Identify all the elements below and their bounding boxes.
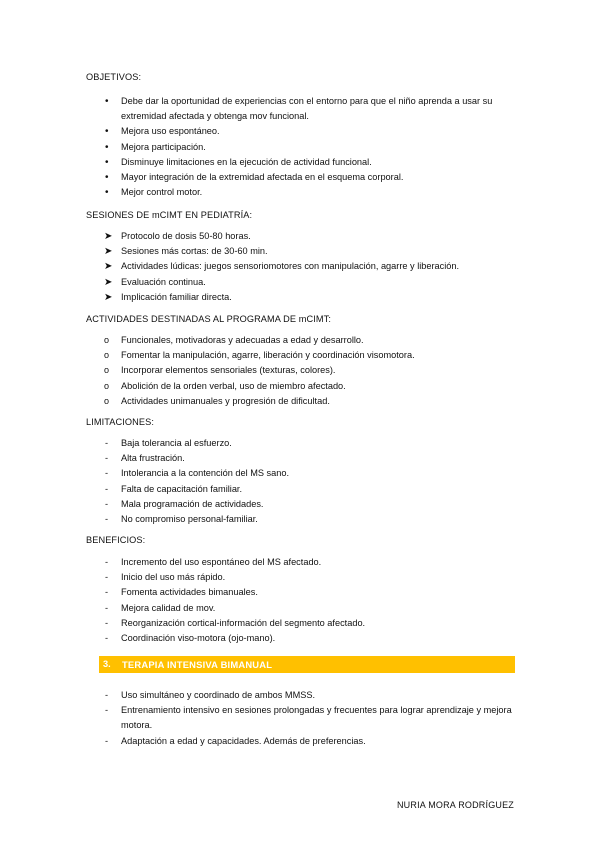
list-item-text: Coordinación viso-motora (ojo-mano).: [121, 633, 276, 644]
list-item: [86, 631, 516, 646]
dash-marker: -: [105, 483, 109, 494]
sesiones-list: [86, 229, 516, 305]
section-3-heading-bar: [99, 656, 515, 673]
list-item-text: Adaptación a edad y capacidades. Además de preferencias.: [121, 735, 366, 746]
list-item-text: Mejora uso espontáneo.: [121, 126, 220, 137]
arrow-marker-icon: ➤: [104, 276, 113, 288]
section-3-list: [86, 688, 516, 749]
objetivos-heading: OBJETIVOS:: [86, 72, 142, 82]
list-item-text: Mala programación de actividades.: [121, 498, 264, 509]
list-item: [86, 688, 516, 703]
dash-marker: -: [105, 617, 109, 628]
dash-marker: -: [105, 557, 109, 567]
list-item-text: Disminuye limitaciones en la ejecución de actividad funcional.: [121, 156, 372, 167]
sesiones-heading: SESIONES DE mCIMT EN PEDIATRÍA:: [86, 210, 253, 220]
list-item: [86, 570, 516, 585]
list-item-text: Protocolo de dosis 50-80 horas.: [121, 231, 251, 241]
dash-marker: -: [105, 498, 109, 509]
list-item-text: Intolerancia a la contención del MS sano.: [121, 468, 290, 479]
arrow-marker-icon: ➤: [104, 291, 113, 303]
dash-marker: -: [105, 438, 109, 448]
list-item: [86, 379, 516, 394]
dash-marker: -: [105, 602, 109, 613]
dash-marker: -: [105, 453, 109, 464]
list-item-text: Uso simultáneo y coordinado de ambos MMSS.: [121, 690, 316, 700]
list-item-text: Entrenamiento intensivo en sesiones prolongadas y frecuentes para lograr aprendizaje y mejora motora.: [121, 705, 512, 731]
dash-marker: -: [105, 690, 109, 700]
list-item-text: Baja tolerancia al esfuerzo.: [121, 438, 232, 448]
list-item-text: Reorganización cortical-información del segmento afectado.: [121, 617, 366, 628]
dash-marker: -: [105, 705, 109, 716]
list-item: [86, 466, 516, 481]
limitaciones-list: [86, 436, 516, 527]
list-item-text: Falta de capacitación familiar.: [121, 483, 243, 494]
list-item-text: No compromiso personal-familiar.: [121, 514, 258, 525]
list-item-text: Incremento del uso espontáneo del MS afectado.: [121, 557, 322, 567]
arrow-marker-icon: ➤: [104, 246, 113, 258]
list-item: [86, 259, 516, 274]
list-item-text: Fomentar la manipulación, agarre, liberación y coordinación visomotora.: [121, 350, 415, 361]
list-item: [86, 290, 516, 305]
list-item-text: Sesiones más cortas: de 30-60 min.: [121, 246, 268, 257]
circle-marker: o: [104, 380, 110, 391]
bullet-marker: •: [105, 141, 109, 153]
list-item-text: Mejora calidad de mov.: [121, 602, 216, 613]
circle-marker: o: [104, 335, 110, 345]
list-item: [86, 275, 516, 290]
list-item: [86, 585, 516, 600]
list-item-text: Abolición de la orden verbal, uso de miembro afectado.: [121, 380, 346, 391]
dash-marker: -: [105, 735, 109, 746]
bullet-marker: •: [105, 187, 109, 199]
list-item: [86, 140, 516, 155]
list-item: [86, 94, 516, 124]
list-item: [86, 170, 516, 185]
dash-marker: -: [105, 514, 109, 525]
arrow-marker-icon: ➤: [104, 231, 113, 242]
beneficios-heading: BENEFICIOS:: [86, 535, 146, 545]
list-item-text: Incorporar elementos sensoriales (texturas, colores).: [121, 365, 336, 376]
list-item: [86, 185, 516, 200]
list-item: [86, 451, 516, 466]
list-item-text: Inicio del uso más rápido.: [121, 572, 226, 583]
section-number: 3.: [103, 659, 111, 669]
circle-marker: o: [104, 395, 110, 406]
list-item: [86, 394, 516, 409]
list-item: [86, 436, 516, 451]
circle-marker: o: [104, 350, 110, 361]
list-item: [86, 555, 516, 570]
list-item: [86, 616, 516, 631]
actividades-heading: ACTIVIDADES DESTINADAS AL PROGRAMA DE mCIMT:: [86, 314, 332, 324]
list-item: [86, 229, 516, 244]
objetivos-list: [86, 94, 516, 200]
footer-author: NURIA MORA RODRÍGUEZ: [396, 800, 514, 810]
beneficios-list: [86, 555, 516, 646]
list-item: [86, 333, 516, 348]
dash-marker: -: [105, 587, 109, 598]
list-item: [86, 124, 516, 139]
list-item-text: Fomenta actividades bimanuales.: [121, 587, 258, 598]
actividades-list: [86, 333, 516, 409]
list-item: [86, 482, 516, 497]
list-item: [86, 512, 516, 527]
section-title: TERAPIA INTENSIVA BIMANUAL: [122, 659, 273, 670]
list-item-text: Actividades unimanuales y progresión de dificultad.: [121, 395, 330, 406]
bullet-marker: •: [105, 126, 109, 138]
list-item: [86, 601, 516, 616]
list-item: [86, 244, 516, 259]
bullet-marker: •: [105, 96, 109, 107]
dash-marker: -: [105, 572, 109, 583]
bullet-marker: •: [105, 172, 109, 184]
list-item-text: Implicación familiar directa.: [121, 291, 232, 302]
list-item-text: Mayor integración de la extremidad afectada en el esquema corporal.: [121, 172, 404, 183]
list-item-text: Actividades lúdicas: juegos sensoriomotores con manipulación, agarre y liberación.: [121, 261, 460, 272]
list-item-text: Debe dar la oportunidad de experiencias con el entorno para que el niño aprenda a usar su extremidad afectada y obtenga mov funcional.: [121, 96, 493, 122]
circle-marker: o: [104, 365, 110, 376]
list-item: [86, 348, 516, 363]
list-item-text: Funcionales, motivadoras y adecuadas a edad y desarrollo.: [121, 335, 364, 345]
bullet-marker: •: [105, 156, 109, 168]
arrow-marker-icon: ➤: [104, 261, 113, 273]
list-item: [86, 497, 516, 512]
list-item-text: Evaluación continua.: [121, 276, 206, 287]
dash-marker: -: [105, 468, 109, 479]
limitaciones-heading: LIMITACIONES:: [86, 417, 155, 427]
list-item-text: Mejora participación.: [121, 141, 206, 152]
list-item: [86, 734, 516, 749]
list-item: [86, 363, 516, 378]
list-item-text: Alta frustración.: [121, 453, 185, 464]
list-item: [86, 155, 516, 170]
list-item: [86, 703, 516, 733]
list-item-text: Mejor control motor.: [121, 187, 203, 198]
dash-marker: -: [105, 633, 109, 644]
